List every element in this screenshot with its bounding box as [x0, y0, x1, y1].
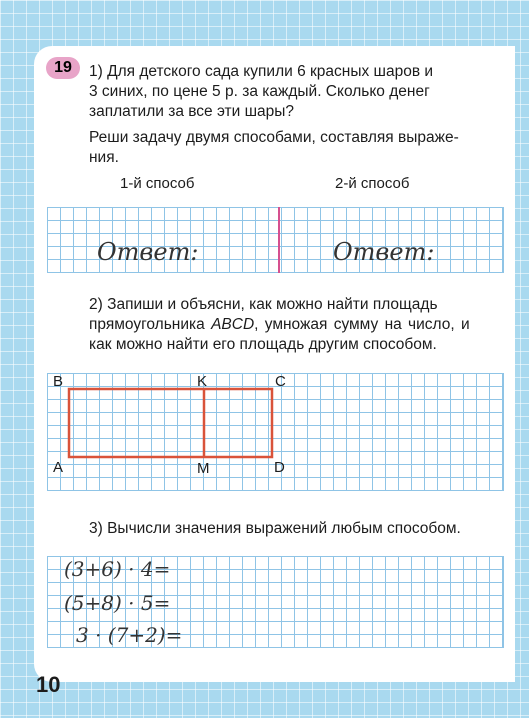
answer-label-1: Ответ:	[97, 238, 199, 266]
problem1-line4: Реши задачу двумя способами, составляя выраже-	[89, 129, 459, 146]
point-d: D	[274, 459, 285, 476]
page-number: 10	[36, 672, 61, 697]
problem2-line1: 2) Запиши и объясни, как можно найти площадь	[89, 296, 438, 313]
problem3-line: 3) Вычисли значения выражений любым способом.	[89, 520, 461, 537]
problem1-line2: 3 синих, по цене 5 р. за каждый. Сколько денег	[89, 83, 430, 100]
method1-label: 1-й способ	[120, 175, 195, 192]
problem2-line2-start: прямоугольника	[89, 316, 205, 333]
rect-name: ABCD	[211, 316, 255, 333]
problem1-line5: ния.	[89, 149, 119, 166]
point-k: K	[197, 373, 208, 390]
problem2-line2-end: , умножая сумму на число, и	[254, 316, 470, 333]
task-number: 19	[54, 59, 72, 76]
expression-1: (3+6) · 4=	[64, 557, 171, 581]
point-a: A	[53, 459, 64, 476]
expression-2: (5+8) · 5=	[64, 591, 171, 615]
problem1-line3: заплатили за все эти шары?	[89, 103, 295, 120]
rectangle-outline	[69, 389, 272, 457]
point-b: B	[53, 373, 64, 390]
answer-label-2: Ответ:	[333, 238, 435, 266]
point-c: C	[275, 373, 286, 390]
expression-3: 3 · (7+2)=	[76, 623, 183, 647]
point-m: M	[197, 460, 210, 477]
problem2-line3: как можно найти его площадь другим способом.	[89, 336, 437, 353]
method2-label: 2-й способ	[335, 175, 410, 192]
problem1-line1: 1) Для детского сада купили 6 красных шаров и	[89, 63, 434, 80]
